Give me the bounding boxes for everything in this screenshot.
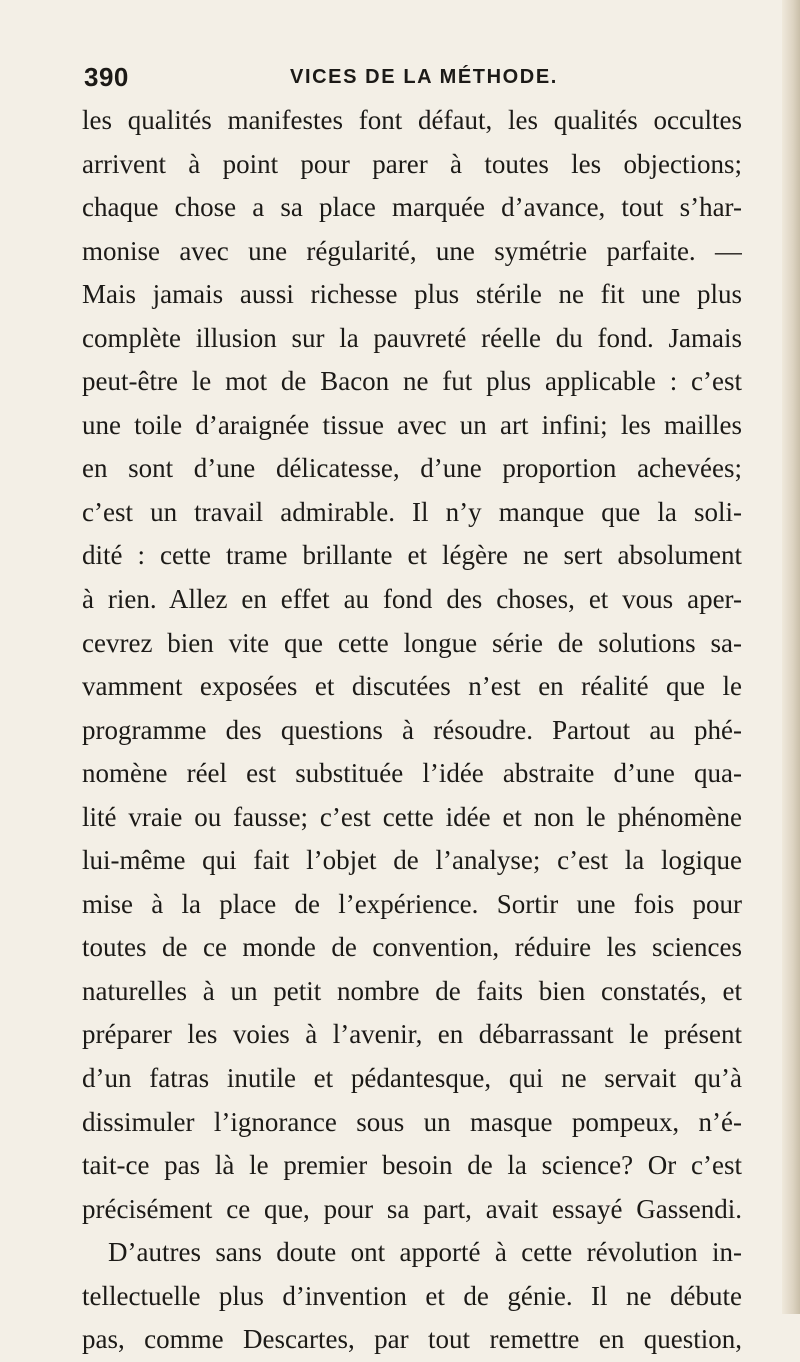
text-line: pas, comme Descartes, par tout remettre en question, (82, 1324, 742, 1355)
text-line: toutes de ce monde de convention, réduire les sciences (82, 932, 742, 963)
text-line-paragraph-start: D’autres sans doute ont apporté à cette révolution in- (108, 1237, 742, 1268)
text-line: c’est un travail admirable. Il n’y manque que la soli- (82, 496, 742, 527)
text-line: dité : cette trame brillante et légère ne sert absolument (82, 540, 742, 571)
text-line: lui-même qui fait l’objet de l’analyse; c’est la logique (82, 845, 742, 876)
text-line: à rien. Allez en effet au fond des choses, et vous aper- (82, 584, 742, 615)
text-line: mise à la place de l’expérience. Sortir une fois pour (82, 888, 742, 919)
text-line: les qualités manifestes font défaut, les qualités occultes (82, 105, 742, 135)
text-line: d’un fatras inutile et pédantesque, qui ne servait qu’à (82, 1063, 742, 1094)
text-line: monise avec une régularité, une symétrie parfaite. — (82, 235, 742, 266)
text-line: peut-être le mot de Bacon ne fut plus applicable : c’est (82, 366, 742, 397)
text-line: préparer les voies à l’avenir, en débarrassant le présent (82, 1019, 742, 1050)
body-text (82, 99, 742, 1362)
running-title: VICES DE LA MÉTHODE. (290, 66, 558, 88)
running-head (82, 62, 742, 96)
text-line: complète illusion sur la pauvreté réelle du fond. Jamais (82, 322, 742, 353)
text-line: Mais jamais aussi richesse plus stérile ne fit une plus (82, 279, 742, 310)
text-line: en sont d’une délicatesse, d’une proportion achevées; (82, 453, 742, 484)
page-edge-shadow (782, 0, 800, 1314)
text-line: programme des questions à résoudre. Partout au phé- (82, 714, 742, 745)
text-line: naturelles à un petit nombre de faits bien constatés, et (82, 975, 742, 1006)
text-line: nomène réel est substituée l’idée abstraite d’une qua- (82, 758, 742, 789)
text-line: dissimuler l’ignorance sous un masque pompeux, n’é- (82, 1106, 742, 1137)
page-number: 390 (84, 62, 129, 92)
text-line: chaque chose a sa place marquée d’avance, tout s’har- (82, 192, 742, 223)
text-line: arrivent à point pour parer à toutes les objections; (82, 148, 742, 179)
text-line: cevrez bien vite que cette longue série de solutions sa- (82, 627, 742, 658)
text-line: tait-ce pas là le premier besoin de la science? Or c’est (82, 1150, 742, 1181)
text-line: vamment exposées et discutées n’est en réalité que le (82, 671, 742, 702)
text-line: précisément ce que, pour sa part, avait essayé Gassendi. (82, 1193, 742, 1224)
text-line: tellectuelle plus d’invention et de génie. Il ne débute (82, 1280, 742, 1311)
text-line: lité vraie ou fausse; c’est cette idée et non le phénomène (82, 801, 742, 832)
text-line: une toile d’araignée tissue avec un art infini; les mailles (82, 409, 742, 440)
